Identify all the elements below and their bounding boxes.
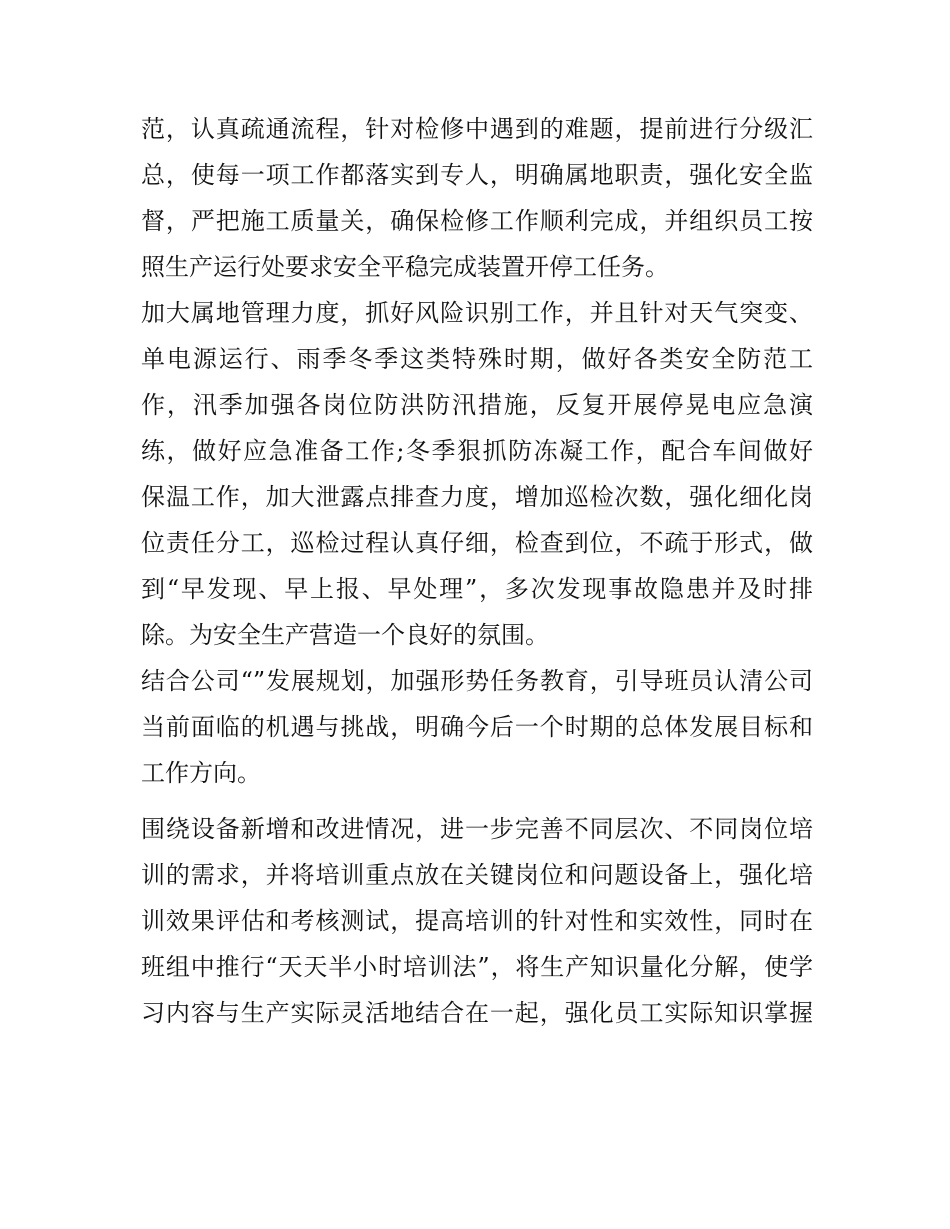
text-line: 总，使每一项工作都落实到专人，明确属地职责，强化安全监 [141, 161, 813, 189]
text-line: 当前面临的机遇与挑战，明确今后一个时期的总体发展目标和 [141, 713, 813, 741]
paragraph-3 [141, 658, 813, 796]
text-line: 范，认真疏通流程，针对检修中遇到的难题，提前进行分级汇 [141, 115, 813, 143]
document-page [141, 106, 813, 1036]
paragraph-2 [141, 290, 813, 658]
text-line: 围绕设备新增和改进情况，进一步完善不同层次、不同岗位培 [141, 815, 813, 843]
text-line: 加大属地管理力度，抓好风险识别工作，并且针对天气突变、 [141, 299, 813, 327]
text-line: 照生产运行处要求安全平稳完成装置开停工任务。 [141, 253, 669, 281]
paragraph-4 [141, 806, 813, 1036]
text-line: 督，严把施工质量关，确保检修工作顺利完成，并组织员工按 [141, 207, 813, 235]
text-line: 位责任分工，巡检过程认真仔细，检查到位，不疏于形式，做 [141, 529, 813, 557]
text-line: 训效果评估和考核测试，提高培训的针对性和实效性，同时在 [141, 907, 813, 935]
text-line: 练，做好应急准备工作;冬季狠抓防冻凝工作，配合车间做好 [141, 437, 813, 465]
text-line: 班组中推行“天天半小时培训法”，将生产知识量化分解，使学 [141, 953, 813, 981]
text-line: 作，汛季加强各岗位防洪防汛措施，反复开展停晃电应急演 [141, 391, 813, 419]
text-line: 除。为安全生产营造一个良好的氛围。 [141, 621, 549, 649]
text-line: 到“早发现、早上报、早处理”，多次发现事故隐患并及时排 [141, 575, 813, 603]
paragraph-1 [141, 106, 813, 290]
text-line: 单电源运行、雨季冬季这类特殊时期，做好各类安全防范工 [141, 345, 813, 373]
text-line: 结合公司“”发展规划，加强形势任务教育，引导班员认清公司 [141, 667, 813, 695]
text-line: 工作方向。 [141, 759, 261, 787]
text-line: 习内容与生产实际灵活地结合在一起，强化员工实际知识掌握 [141, 999, 813, 1027]
text-line: 训的需求，并将培训重点放在关键岗位和问题设备上，强化培 [141, 861, 813, 889]
paragraph-spacer [141, 796, 813, 806]
text-line: 保温工作，加大泄露点排查力度，增加巡检次数，强化细化岗 [141, 483, 813, 511]
